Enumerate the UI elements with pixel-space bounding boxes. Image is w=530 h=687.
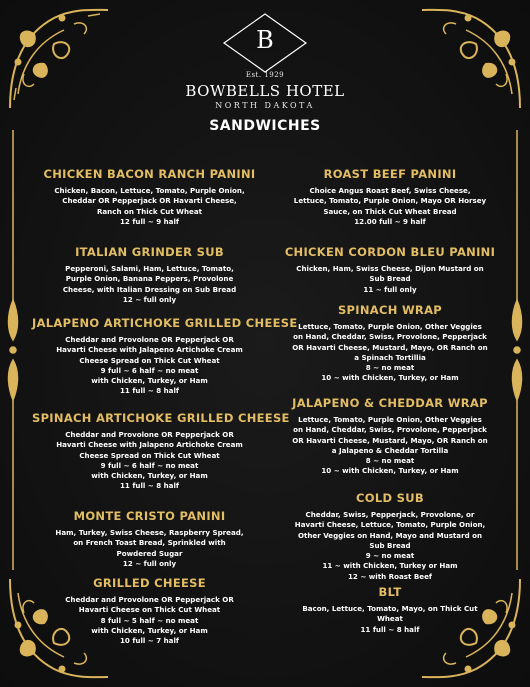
item-line: a Jalapeno & Cheddar Tortilla bbox=[331, 445, 449, 455]
item-line: Ham, Turkey, Swiss Cheese, Raspberry Spread, bbox=[55, 528, 244, 537]
item-name: CHICKEN CORDON BLEU PANINI bbox=[284, 245, 496, 259]
item-line: on Hand, Cheddar, Swiss, Provolone, Pepperjack bbox=[293, 425, 487, 435]
item-description bbox=[32, 595, 267, 646]
item-line: Wheat bbox=[377, 614, 403, 624]
item-line: 11 full ~ 8 half bbox=[120, 481, 179, 491]
menu-item bbox=[275, 245, 505, 295]
item-name: SPINACH WRAP bbox=[337, 303, 443, 317]
item-line: Sauce, on Thick Cut Wheat Bread bbox=[323, 206, 457, 216]
menu-item bbox=[275, 167, 505, 227]
menu-item bbox=[32, 245, 267, 305]
item-line: 11 ~ full only bbox=[363, 284, 417, 294]
section-title: SANDWICHES bbox=[209, 118, 321, 134]
item-line: Cheddar and Provolone OR Pepperjack OR bbox=[65, 430, 234, 439]
item-description bbox=[275, 510, 505, 582]
item-line: 12 ~ with Roast Beef bbox=[348, 571, 432, 581]
item-line: 10 ~ with Chicken, Turkey, or Ham bbox=[321, 373, 459, 383]
item-description bbox=[275, 322, 505, 384]
item-line: Cheese, with Italian Dressing on Sub Bread bbox=[62, 284, 237, 294]
item-line: 12 ~ full only bbox=[122, 294, 177, 304]
item-line: Other Veggies on Hand, Mayo and Mustard on bbox=[297, 530, 483, 540]
item-line: 10 ~ with Chicken, Turkey, or Ham bbox=[321, 466, 459, 476]
item-name: ROAST BEEF PANINI bbox=[323, 167, 457, 181]
item-description bbox=[32, 528, 267, 569]
item-name: JALAPENO & CHEDDAR WRAP bbox=[292, 396, 488, 410]
hotel-location: NORTH DAKOTA bbox=[215, 101, 315, 110]
item-description bbox=[32, 430, 267, 492]
item-line: Havarti Cheese with Jalapeno Artichoke Cream bbox=[56, 440, 243, 450]
item-line: Lettuce, Tomato, Purple Onion, Other Veggies bbox=[298, 415, 482, 424]
item-description bbox=[275, 604, 505, 635]
item-line: Cheddar, Swiss, Pepperjack, Provolone, or bbox=[305, 510, 475, 519]
item-description bbox=[275, 264, 505, 295]
item-description bbox=[32, 186, 267, 227]
item-line: on French Toast Bread, Sprinkled with bbox=[73, 538, 226, 548]
item-name: CHICKEN BACON RANCH PANINI bbox=[43, 167, 256, 181]
item-description bbox=[275, 415, 505, 477]
item-line: Bacon, Lettuce, Tomato, Mayo, on Thick Cut bbox=[302, 604, 478, 613]
item-name: SPINACH ARTICHOKE GRILLED CHEESE bbox=[32, 411, 290, 425]
item-name: COLD SUB bbox=[356, 491, 424, 505]
item-line: 12 ~ full only bbox=[122, 558, 177, 568]
item-line: a Spinach Tortillia bbox=[354, 352, 426, 362]
item-line: Pepperoni, Salami, Ham, Lettuce, Tomato, bbox=[65, 264, 234, 273]
item-line: with Chicken, Turkey, or Ham bbox=[91, 471, 208, 481]
item-line: Cheddar and Provolone OR Pepperjack OR bbox=[65, 335, 234, 344]
item-line: Cheddar OR Pepperjack OR Havarti Cheese, bbox=[62, 196, 237, 206]
logo-emblem bbox=[220, 12, 310, 74]
hotel-name: BOWBELLS HOTEL bbox=[185, 82, 345, 100]
hotel-logo bbox=[0, 12, 530, 110]
item-name: JALAPENO ARTICHOKE GRILLED CHEESE bbox=[32, 316, 298, 330]
item-line: Choice Angus Roast Beef, Swiss Cheese, bbox=[309, 186, 471, 195]
item-line: 9 full ~ 6 half ~ no meat bbox=[100, 365, 199, 375]
item-line: Ranch on Thick Cut Wheat bbox=[96, 206, 203, 216]
item-line: Cheddar and Provolone OR Pepperjack OR bbox=[65, 595, 234, 604]
item-line: 11 full ~ 8 half bbox=[120, 386, 179, 396]
menu-item bbox=[275, 491, 505, 582]
menu-item bbox=[32, 509, 267, 569]
side-ornament-right bbox=[510, 130, 524, 570]
item-line: 8 ~ no meat bbox=[365, 456, 415, 466]
item-line: OR Havarti Cheese, Mustard, Mayo, OR Ranch on bbox=[292, 342, 488, 352]
item-line: Chicken, Bacon, Lettuce, Tomato, Purple Onion, bbox=[54, 186, 245, 195]
item-line: with Chicken, Turkey, or Ham bbox=[91, 376, 208, 386]
item-line: Havarti Cheese on Thick Cut Wheat bbox=[78, 605, 221, 615]
item-name: BLT bbox=[378, 585, 402, 599]
item-line: Chicken, Ham, Swiss Cheese, Dijon Mustard on bbox=[296, 264, 484, 273]
item-name: MONTE CRISTO PANINI bbox=[73, 509, 226, 523]
item-line: Powdered Sugar bbox=[116, 548, 183, 558]
item-line: 12.00 full ~ 9 half bbox=[354, 216, 426, 226]
menu-item bbox=[32, 316, 298, 397]
logo-letter: B bbox=[256, 26, 274, 54]
item-line: Havarti Cheese, Lettuce, Tomato, Purple Onion, bbox=[294, 520, 486, 530]
item-description bbox=[32, 264, 267, 305]
established-year: Est. 1929 bbox=[245, 71, 285, 79]
item-line: Lettuce, Tomato, Purple Onion, Other Veggies bbox=[298, 322, 482, 331]
item-name: ITALIAN GRINDER SUB bbox=[75, 245, 224, 259]
item-line: 10 full ~ 7 half bbox=[120, 636, 179, 646]
item-line: 12 full ~ 9 half bbox=[120, 216, 179, 226]
menu-item bbox=[32, 411, 290, 492]
side-ornament-left bbox=[6, 130, 20, 570]
item-line: Sub Bread bbox=[369, 540, 411, 550]
item-line: 11 full ~ 8 half bbox=[360, 624, 420, 634]
item-line: 8 ~ no meat bbox=[365, 363, 415, 373]
item-line: Havarti Cheese with Jalapeno Artichoke Cream bbox=[56, 345, 243, 355]
item-line: 9 full ~ 6 half ~ no meat bbox=[100, 460, 199, 470]
item-line: 8 full ~ 5 half ~ no meat bbox=[100, 615, 199, 625]
menu-item bbox=[275, 585, 505, 635]
item-description bbox=[32, 335, 267, 397]
item-line: 11 ~ with Chicken, Turkey or Ham bbox=[322, 561, 458, 571]
menu-item bbox=[275, 396, 505, 477]
item-line: on Hand, Cheddar, Swiss, Provolone, Pepperjack bbox=[293, 332, 487, 342]
item-description bbox=[275, 186, 505, 227]
item-name: GRILLED CHEESE bbox=[93, 576, 206, 590]
item-line: Purple Onion, Banana Peppers, Provolone bbox=[65, 274, 234, 284]
item-line: OR Havarti Cheese, Mustard, Mayo, OR Ranch on bbox=[292, 435, 488, 445]
item-line: 9 ~ no meat bbox=[365, 551, 415, 561]
item-line: Cheese Spread on Thick Cut Wheat bbox=[79, 355, 220, 365]
menu-item bbox=[275, 303, 505, 384]
menu-item bbox=[32, 167, 267, 227]
menu-item bbox=[32, 576, 267, 646]
item-line: Sub Bread bbox=[369, 274, 411, 284]
item-line: with Chicken, Turkey, or Ham bbox=[91, 625, 208, 635]
item-line: Cheese Spread on Thick Cut Wheat bbox=[79, 450, 220, 460]
item-line: Lettuce, Tomato, Purple Onion, Mayo OR Horsey bbox=[293, 196, 487, 206]
